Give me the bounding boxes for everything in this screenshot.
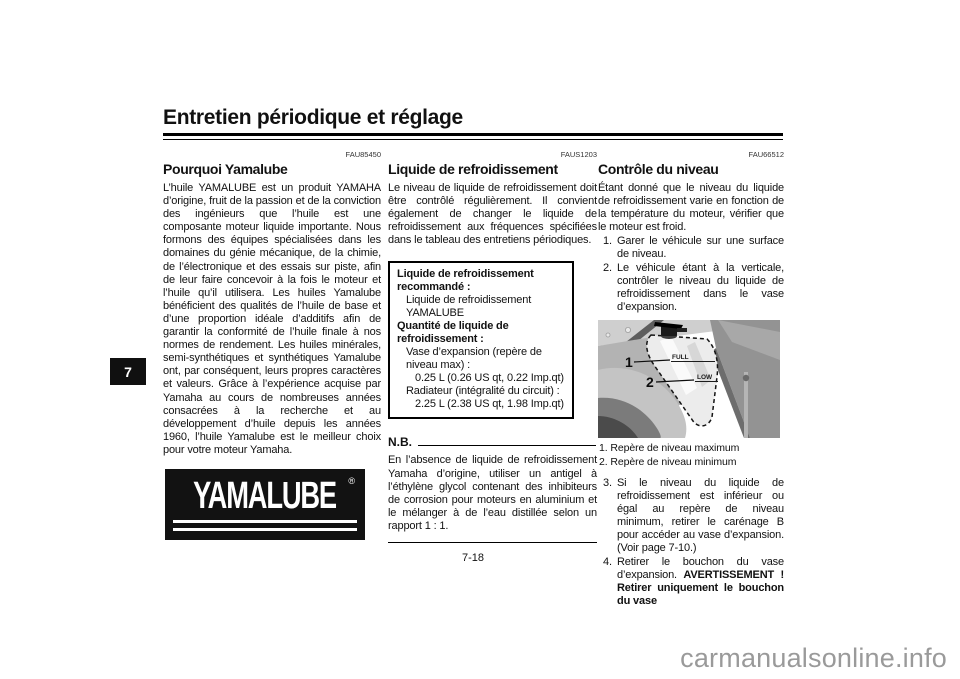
chapter-tab-number: 7 — [124, 363, 132, 380]
nb-heading — [388, 435, 597, 449]
legend-item-2: 2. Repère de niveau minimum — [599, 456, 737, 469]
section-code: FAUS1203 — [560, 150, 597, 159]
bolt-icon — [606, 333, 610, 337]
spec-label-quantity: Quantité de liquide de refroidissement : — [397, 320, 509, 345]
low-mark-label: LOW — [697, 373, 713, 381]
steps-list-continued — [598, 477, 784, 608]
nb-label: N.B. — [388, 435, 412, 450]
step-number: 1. — [603, 235, 612, 248]
step-1 — [598, 235, 784, 261]
header-rule — [163, 133, 783, 140]
nb-text: En l’absence de liquide de refroidissement Yamaha d’origine, utiliser un antigel à l’éthylène glycol contenant des inhibiteurs de corrosion pour moteurs en aluminium et le mélanger à de l’eau distillée selon un rapport 1 : 1. — [388, 454, 597, 532]
body-text-pourquoi-yamalube: L’huile YAMALUBE est un produit YAMAHA d’origine, fruit de la passion et de la conviction des ingénieurs que l’huile est une composante moteur liquide importante. Nous formons des équipes spécialisées dans les domaines du génie mécanique, de la chimie, de l’électronique et des essais sur piste, afin de leur faire concevoir à la fois le moteur et l’huile qu’il utilisera. Les huiles Yamalube bénéficient des qualités de l’huile de base et d’une proportion idéale d’additifs afin de garantir la conformité de l’huile finale à nos normes de rendement. Les huiles minérales, semi-synthétiques et synthétiques Yamalube ont, par conséquent, leurs propres caractères et valeurs. Grâce à l’expérience acquise par Yamaha au cours de nombreuses années consacrées à la recherche et au développement d’huile depuis les années 1960, l’huile Yamalube est le meilleur choix pour votre moteur Yamaha. — [163, 182, 381, 456]
section-code: FAU85450 — [345, 150, 381, 159]
step-number: 3. — [603, 476, 612, 489]
cap-nipple — [677, 328, 687, 332]
steps-list — [598, 235, 784, 314]
yamalube-logo-wordmark — [173, 474, 357, 517]
spec-item2-value: 2.25 L (2.38 US qt, 1.98 Imp.qt) — [415, 397, 564, 410]
chapter-tab — [110, 358, 146, 385]
step-text-warning: AVERTISSEMENT ! Retirer uniquement le bouchon du vase — [617, 568, 784, 607]
page-number: 7-18 — [461, 552, 485, 564]
yamalube-logo — [165, 469, 365, 540]
callout-2: 2 — [646, 373, 654, 390]
spec-item1-label: Vase d’expansion (repère de niveau max) : — [406, 345, 542, 371]
legend-item-1: 1. Repère de niveau maximum — [599, 441, 740, 454]
section-code: FAU66512 — [748, 150, 784, 159]
shock-rod — [744, 372, 748, 438]
page-header — [163, 106, 783, 140]
spec-item1-value: 0.25 L (0.26 US qt, 0.22 Imp.qt) — [415, 371, 564, 384]
spec-value-recommended-2: YAMALUBE — [406, 307, 464, 320]
step-text-normal: Retirer le bouchon du vase d’expansion. — [617, 555, 784, 581]
section-end-rule — [388, 542, 597, 543]
expansion-tank-figure — [598, 320, 780, 438]
step-text: Le véhicule étant à la verticale, contrôler le niveau du liquide de refroidissement dans le vase d’expansion. — [617, 261, 784, 313]
column-controle-du-niveau — [598, 150, 784, 608]
callout-1: 1 — [625, 353, 633, 370]
body-text-controle-niveau: Étant donné que le niveau du liquide de refroidissement varie en fonction de la température du moteur, vérifier que le moteur est froid. — [598, 182, 784, 234]
bolt-icon — [625, 327, 630, 332]
logo-stripe — [173, 528, 357, 531]
spec-label-recommended: Liquide de refroidissement recommandé : — [397, 268, 534, 294]
step-text: Si le niveau du liquide de refroidissement est inférieur ou égal au repère de niveau minimum, retirer le carénage B pour accéder au vase d’expansion. (Voir page 7-10.) — [617, 476, 784, 555]
step-number: 4. — [603, 555, 612, 568]
yamalube-logo-text: YAMALUBE — [193, 474, 337, 517]
figure-legend — [599, 441, 784, 470]
section-title-controle-niveau: Contrôle du niveau — [598, 161, 719, 177]
column-pourquoi-yamalube — [163, 150, 381, 540]
coolant-spec-box — [388, 261, 574, 419]
registered-trademark-icon: ® — [348, 475, 355, 486]
section-title-liquide-refroidissement: Liquide de refroidissement — [388, 161, 558, 177]
shock-mount — [743, 375, 749, 381]
watermark: carmanualsonline.info — [680, 643, 947, 673]
body-text-liquide-refroidissement: Le niveau de liquide de refroidissement doit être contrôlé régulièrement. Il convient également de changer le liquide de refroidissement aux fréquences spécifiées dans le tableau des entretiens périodiques. — [388, 182, 597, 247]
step-3 — [598, 477, 784, 556]
yamalube-logo-stripes — [173, 520, 357, 531]
column-liquide-de-refroidissement — [388, 150, 597, 543]
step-2 — [598, 262, 784, 314]
page-title: Entretien périodique et réglage — [163, 106, 463, 129]
spec-item2-label: Radiateur (intégralité du circuit) : — [406, 384, 560, 397]
full-mark-label: FULL — [672, 353, 689, 361]
step-number: 2. — [603, 261, 612, 274]
section-title-pourquoi-yamalube: Pourquoi Yamalube — [163, 161, 288, 177]
spec-value-recommended-1: Liquide de refroidissement — [406, 294, 532, 307]
step-text: Garer le véhicule sur une surface de niveau. — [617, 235, 784, 261]
nb-rule — [418, 445, 596, 446]
